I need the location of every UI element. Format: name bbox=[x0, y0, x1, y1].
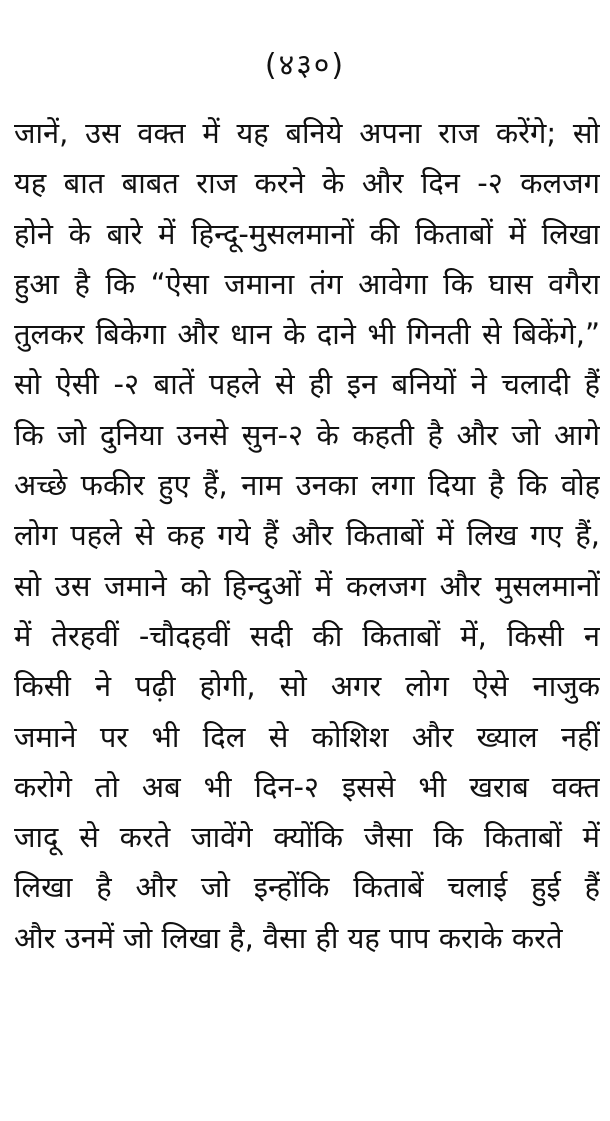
page-number: (४३०) bbox=[264, 48, 346, 83]
text-line: यह बात बाबत राज करने के और दिन -२ कलजग bbox=[14, 166, 600, 201]
text-line: लिखा है और जो इन्होंकि किताबें चलाई हुई हैं bbox=[14, 870, 600, 905]
text-line: कि जो दुनिया उनसे सुन-२ के कहती है और जो आगे bbox=[14, 417, 600, 452]
text-line: जानें, उस वक्त में यह बनिये अपना राज करेंगे; सो bbox=[14, 116, 600, 150]
text-line: लोग पहले से कह गये हैं और किताबों में लिख गए हैं, bbox=[14, 518, 600, 553]
text-line: में तेरहवीं -चौदहवीं सदी की किताबों में, किसी न bbox=[14, 618, 600, 653]
text-line: करोगे तो अब भी दिन-२ इससे भी खराब वक्त bbox=[14, 769, 600, 804]
text-line: सो ऐसी -२ बातें पहले से ही इन बनियों ने चलादी हैं bbox=[14, 367, 600, 402]
text-line: अच्छे फकीर हुए हैं, नाम उनका लगा दिया है कि वोह bbox=[14, 468, 600, 503]
text-line: तुलकर बिकेगा और धान के दाने भी गिनती से बिकेंगे,” bbox=[14, 317, 600, 352]
text-line: जादू से करते जावेंगे क्योंकि जैसा कि किताबों में bbox=[14, 820, 600, 855]
text-line: सो उस जमाने को हिन्दुओं में कलजग और मुसलमानों bbox=[14, 568, 600, 603]
text-line: किसी ने पढ़ी होगी, सो अगर लोग ऐसे नाजुक bbox=[14, 669, 600, 704]
text-line: हुआ है कि “ऐसा जमाना तंग आवेगा कि घास वगैरा bbox=[14, 266, 600, 301]
text-line: होने के बारे में हिन्दू-मुसलमानों की किताबों में लिखा bbox=[14, 216, 600, 251]
body-text bbox=[14, 108, 600, 963]
text-line: जमाने पर भी दिल से कोशिश और ख्याल नहीं bbox=[14, 719, 600, 754]
text-line: और उनमें जो लिखा है, वैसा ही यह पाप कराके करते bbox=[14, 920, 563, 955]
